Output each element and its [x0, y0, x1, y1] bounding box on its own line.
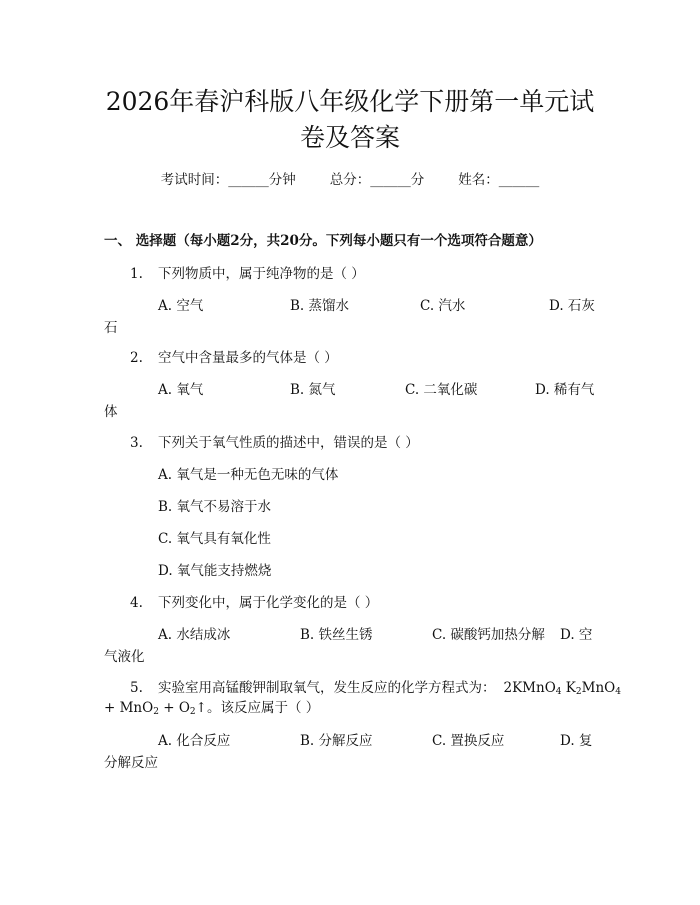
q2-option-b: B. 氮气: [290, 382, 336, 398]
q4-option-d: D. 空: [560, 627, 593, 643]
q5-option-d: D. 复: [560, 733, 593, 749]
question-number: 4.: [130, 595, 143, 611]
q3-option-a: A. 氧气是一种无色无味的气体: [158, 467, 339, 483]
equation-product-2: + MnO$_2$: [104, 700, 159, 717]
equation-reactant: 2KMnO$_4$: [503, 680, 562, 697]
question-number: 5.: [130, 680, 143, 696]
question-5: [130, 676, 621, 697]
document-title-line2: 卷及答案: [299, 123, 400, 152]
exam-total-score: 总分：______分: [329, 172, 425, 188]
question-2: [130, 346, 338, 366]
question-number: 2.: [130, 350, 143, 366]
question-number: 1.: [130, 266, 143, 282]
q5-option-b: B. 分解反应: [300, 733, 373, 749]
q5-option-c: C. 置换反应: [432, 733, 505, 749]
section-heading: 一、 选择题（每小题2分，共20分。下列每小题只有一个选项符合题意）: [104, 233, 542, 249]
question-text: 下列变化中，属于化学变化的是（ ）: [158, 595, 379, 611]
question-number: 3.: [130, 435, 143, 451]
q2-option-d: D. 稀有气: [535, 382, 595, 398]
q1-option-a: A. 空气: [158, 298, 204, 314]
question-text: 下列物质中，属于纯净物的是（ ）: [158, 266, 365, 282]
q4-option-d-wrap: 气液化: [104, 649, 145, 665]
question-text: 实验室用高锰酸钾制取氧气，发生反应的化学方程式为：: [158, 680, 496, 696]
q1-option-c: C. 汽水: [420, 298, 466, 314]
q3-option-d: D. 氧气能支持燃烧: [158, 563, 272, 579]
q4-option-c: C. 碳酸钙加热分解: [432, 627, 545, 643]
q5-option-d-wrap: 分解反应: [104, 755, 158, 771]
question-text: 下列关于氧气性质的描述中，错误的是（ ）: [158, 435, 419, 451]
question-3: [130, 431, 419, 451]
question-5-continued: [104, 696, 319, 717]
q2-option-a: A. 氧气: [158, 382, 204, 398]
exam-student-name: 姓名：______: [458, 172, 540, 188]
exam-meta: [0, 168, 700, 188]
q2-option-c: C. 二氧化碳: [405, 382, 478, 398]
q1-option-d: D. 石灰: [549, 298, 595, 314]
q1-option-d-wrap: 石: [104, 320, 118, 336]
q3-option-c: C. 氧气具有氧化性: [158, 531, 271, 547]
question-text-tail: ↑。该反应属于（ ）: [195, 700, 320, 716]
equation-product-3: + $O_2$: [158, 700, 196, 717]
document-title-line1: 2026年春沪科版八年级化学下册第一单元试: [105, 87, 595, 116]
q5-option-a: A. 化合反应: [158, 733, 231, 749]
question-1: [130, 262, 365, 282]
question-4: [130, 591, 378, 611]
equation-product-1: $K_2MnO_4$: [561, 680, 621, 697]
q1-option-b: B. 蒸馏水: [290, 298, 350, 314]
q3-option-b: B. 氧气不易溶于水: [158, 499, 272, 515]
q2-option-d-wrap: 体: [104, 404, 118, 420]
question-text: 空气中含量最多的气体是（ ）: [158, 350, 338, 366]
q4-option-b: B. 铁丝生锈: [300, 627, 373, 643]
exam-time: 考试时间：______分钟: [160, 172, 296, 188]
q4-option-a: A. 水结成冰: [158, 627, 231, 643]
